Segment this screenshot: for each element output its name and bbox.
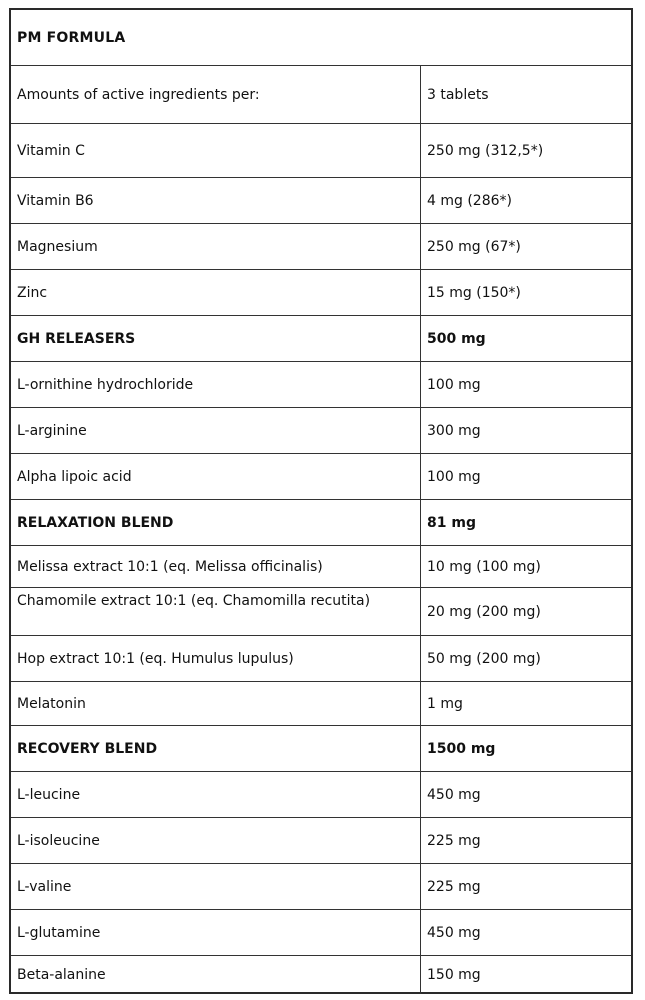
table-row	[11, 636, 631, 682]
ingredient-amount: 100 mg	[427, 376, 481, 393]
table-row	[11, 772, 631, 818]
ingredient-name: Zinc	[11, 270, 421, 315]
table-row	[11, 956, 631, 994]
ingredient-amount: 300 mg	[427, 422, 481, 439]
ingredient-amount: 81 mg	[427, 514, 476, 531]
ingredient-name: Magnesium	[11, 224, 421, 269]
ingredient-amount: 1 mg	[427, 695, 463, 712]
table-row	[11, 818, 631, 864]
table-row	[11, 546, 631, 588]
table-row	[11, 864, 631, 910]
ingredient-amount: 3 tablets	[427, 86, 489, 103]
ingredient-name: L-isoleucine	[11, 818, 421, 863]
ingredient-amount: 150 mg	[427, 967, 481, 983]
table-row	[11, 682, 631, 726]
ingredient-name: Chamomile extract 10:1 (eq. Chamomilla recutita)	[11, 588, 421, 635]
ingredient-name: Hop extract 10:1 (eq. Humulus lupulus)	[11, 636, 421, 681]
table-row	[11, 224, 631, 270]
table-row	[11, 316, 631, 362]
nutrition-table	[9, 8, 633, 994]
ingredient-name: L-arginine	[11, 408, 421, 453]
table-row	[11, 124, 631, 178]
ingredient-amount: 50 mg (200 mg)	[427, 650, 541, 667]
table-row	[11, 726, 631, 772]
ingredient-amount: 1500 mg	[427, 740, 496, 757]
ingredient-amount: 4 mg (286*)	[427, 192, 512, 209]
ingredient-name: RELAXATION BLEND	[11, 500, 421, 545]
ingredient-amount: 500 mg	[427, 330, 486, 347]
ingredient-amount: 20 mg (200 mg)	[427, 603, 541, 620]
table-row	[11, 454, 631, 500]
table-header-row	[11, 66, 631, 124]
table-row	[11, 910, 631, 956]
ingredient-name: L-valine	[11, 864, 421, 909]
ingredient-name: Alpha lipoic acid	[11, 454, 421, 499]
ingredient-amount: 250 mg (312,5*)	[427, 142, 544, 159]
ingredient-name: RECOVERY BLEND	[11, 726, 421, 771]
ingredient-name: Vitamin B6	[11, 178, 421, 223]
ingredient-name: Amounts of active ingredients per:	[11, 66, 421, 123]
ingredient-name: L-leucine	[11, 772, 421, 817]
table-row	[11, 270, 631, 316]
ingredient-name: Melissa extract 10:1 (eq. Melissa officinalis)	[11, 546, 421, 587]
table-row	[11, 500, 631, 546]
ingredient-amount: 250 mg (67*)	[427, 238, 521, 255]
table-row	[11, 408, 631, 454]
table-title: PM FORMULA	[17, 29, 126, 46]
table-row	[11, 362, 631, 408]
ingredient-amount: 450 mg	[427, 924, 481, 941]
ingredient-name: L-ornithine hydrochloride	[11, 362, 421, 407]
ingredient-amount: 225 mg	[427, 878, 481, 895]
ingredient-amount: 225 mg	[427, 832, 481, 849]
ingredient-name: Beta-alanine	[11, 956, 421, 994]
table-row	[11, 178, 631, 224]
ingredient-name: L-glutamine	[11, 910, 421, 955]
ingredient-amount: 15 mg (150*)	[427, 284, 521, 301]
ingredient-amount: 10 mg (100 mg)	[427, 558, 541, 575]
table-row	[11, 588, 631, 636]
ingredient-name: GH RELEASERS	[11, 316, 421, 361]
ingredient-name: Vitamin C	[11, 124, 421, 177]
ingredient-amount: 100 mg	[427, 468, 481, 485]
table-title-row	[11, 10, 631, 66]
ingredient-name: Melatonin	[11, 682, 421, 725]
ingredient-amount: 450 mg	[427, 786, 481, 803]
